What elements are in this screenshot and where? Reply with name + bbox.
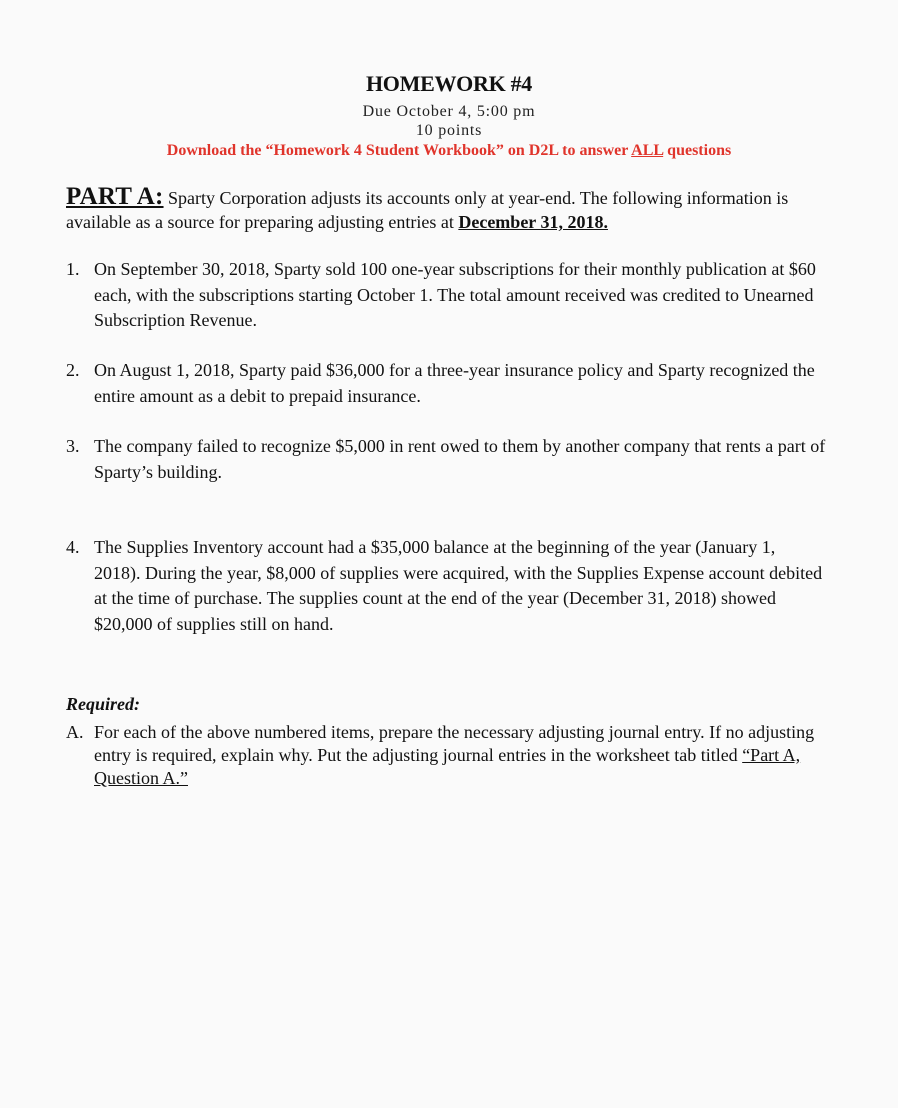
required-heading: Required:	[66, 694, 140, 714]
list-item-number: 4.	[66, 537, 80, 557]
list-item-text: On September 30, 2018, Sparty sold 100 one-year subscriptions for their monthly publication at $60 each, with the subscriptions starting October 1. The total amount received was credited to Unearned Subscription Revenue.	[94, 259, 816, 330]
required-item	[66, 721, 826, 790]
list-item-number: 2.	[66, 360, 80, 380]
due-date: Due October 4, 5:00 pm	[362, 103, 536, 120]
download-instruction-prefix: Download the “Homework 4 Student Workbook” on D2L to answer	[166, 142, 632, 159]
list-item	[66, 434, 826, 485]
part-a-intro	[66, 185, 846, 234]
list-item-text: The Supplies Inventory account had a $35,000 balance at the beginning of the year (January 1, 2018). During the year, $8,000 of supplies were acquired, with the Supplies Expense account debited at the time of purchase. The supplies count at the end of the year (December 31, 2018) showed $20,000 of supplies still on hand.	[94, 537, 823, 634]
points-value: 10 points	[415, 122, 483, 139]
list-item-text: On August 1, 2018, Sparty paid $36,000 for a three-year insurance policy and Sparty recognized the entire amount as a debit to prepaid insurance.	[94, 360, 815, 406]
part-a-intro-text: Sparty Corporation adjusts its accounts only at year-end. The following information is available as a source for preparing adjusting entries at	[66, 188, 789, 232]
required-item-letter: A.	[66, 722, 84, 742]
list-item-text: The company failed to recognize $5,000 in rent owed to them by another company that rents a part of Sparty’s building.	[94, 436, 826, 482]
download-instruction-suffix: questions	[663, 142, 732, 159]
page-title: HOMEWORK #4	[366, 71, 532, 96]
download-instruction	[0, 142, 898, 160]
part-a-date: December 31, 2018.	[458, 212, 608, 232]
list-item	[66, 257, 826, 334]
required-item-body: For each of the above numbered items, prepare the necessary adjusting journal entry. If no adjusting entry is required, explain why. Put the adjusting journal entries in the worksheet tab titled	[94, 722, 815, 765]
list-item	[66, 358, 826, 409]
worksheet-tab-name: “Part A, Question A.”	[94, 745, 801, 788]
required-item-text	[94, 721, 826, 790]
list-item-number: 3.	[66, 436, 80, 456]
list-item-number: 1.	[66, 259, 80, 279]
list-item	[66, 535, 826, 637]
part-a-label: PART A:	[66, 183, 164, 210]
download-instruction-emphasis: ALL	[631, 142, 664, 159]
